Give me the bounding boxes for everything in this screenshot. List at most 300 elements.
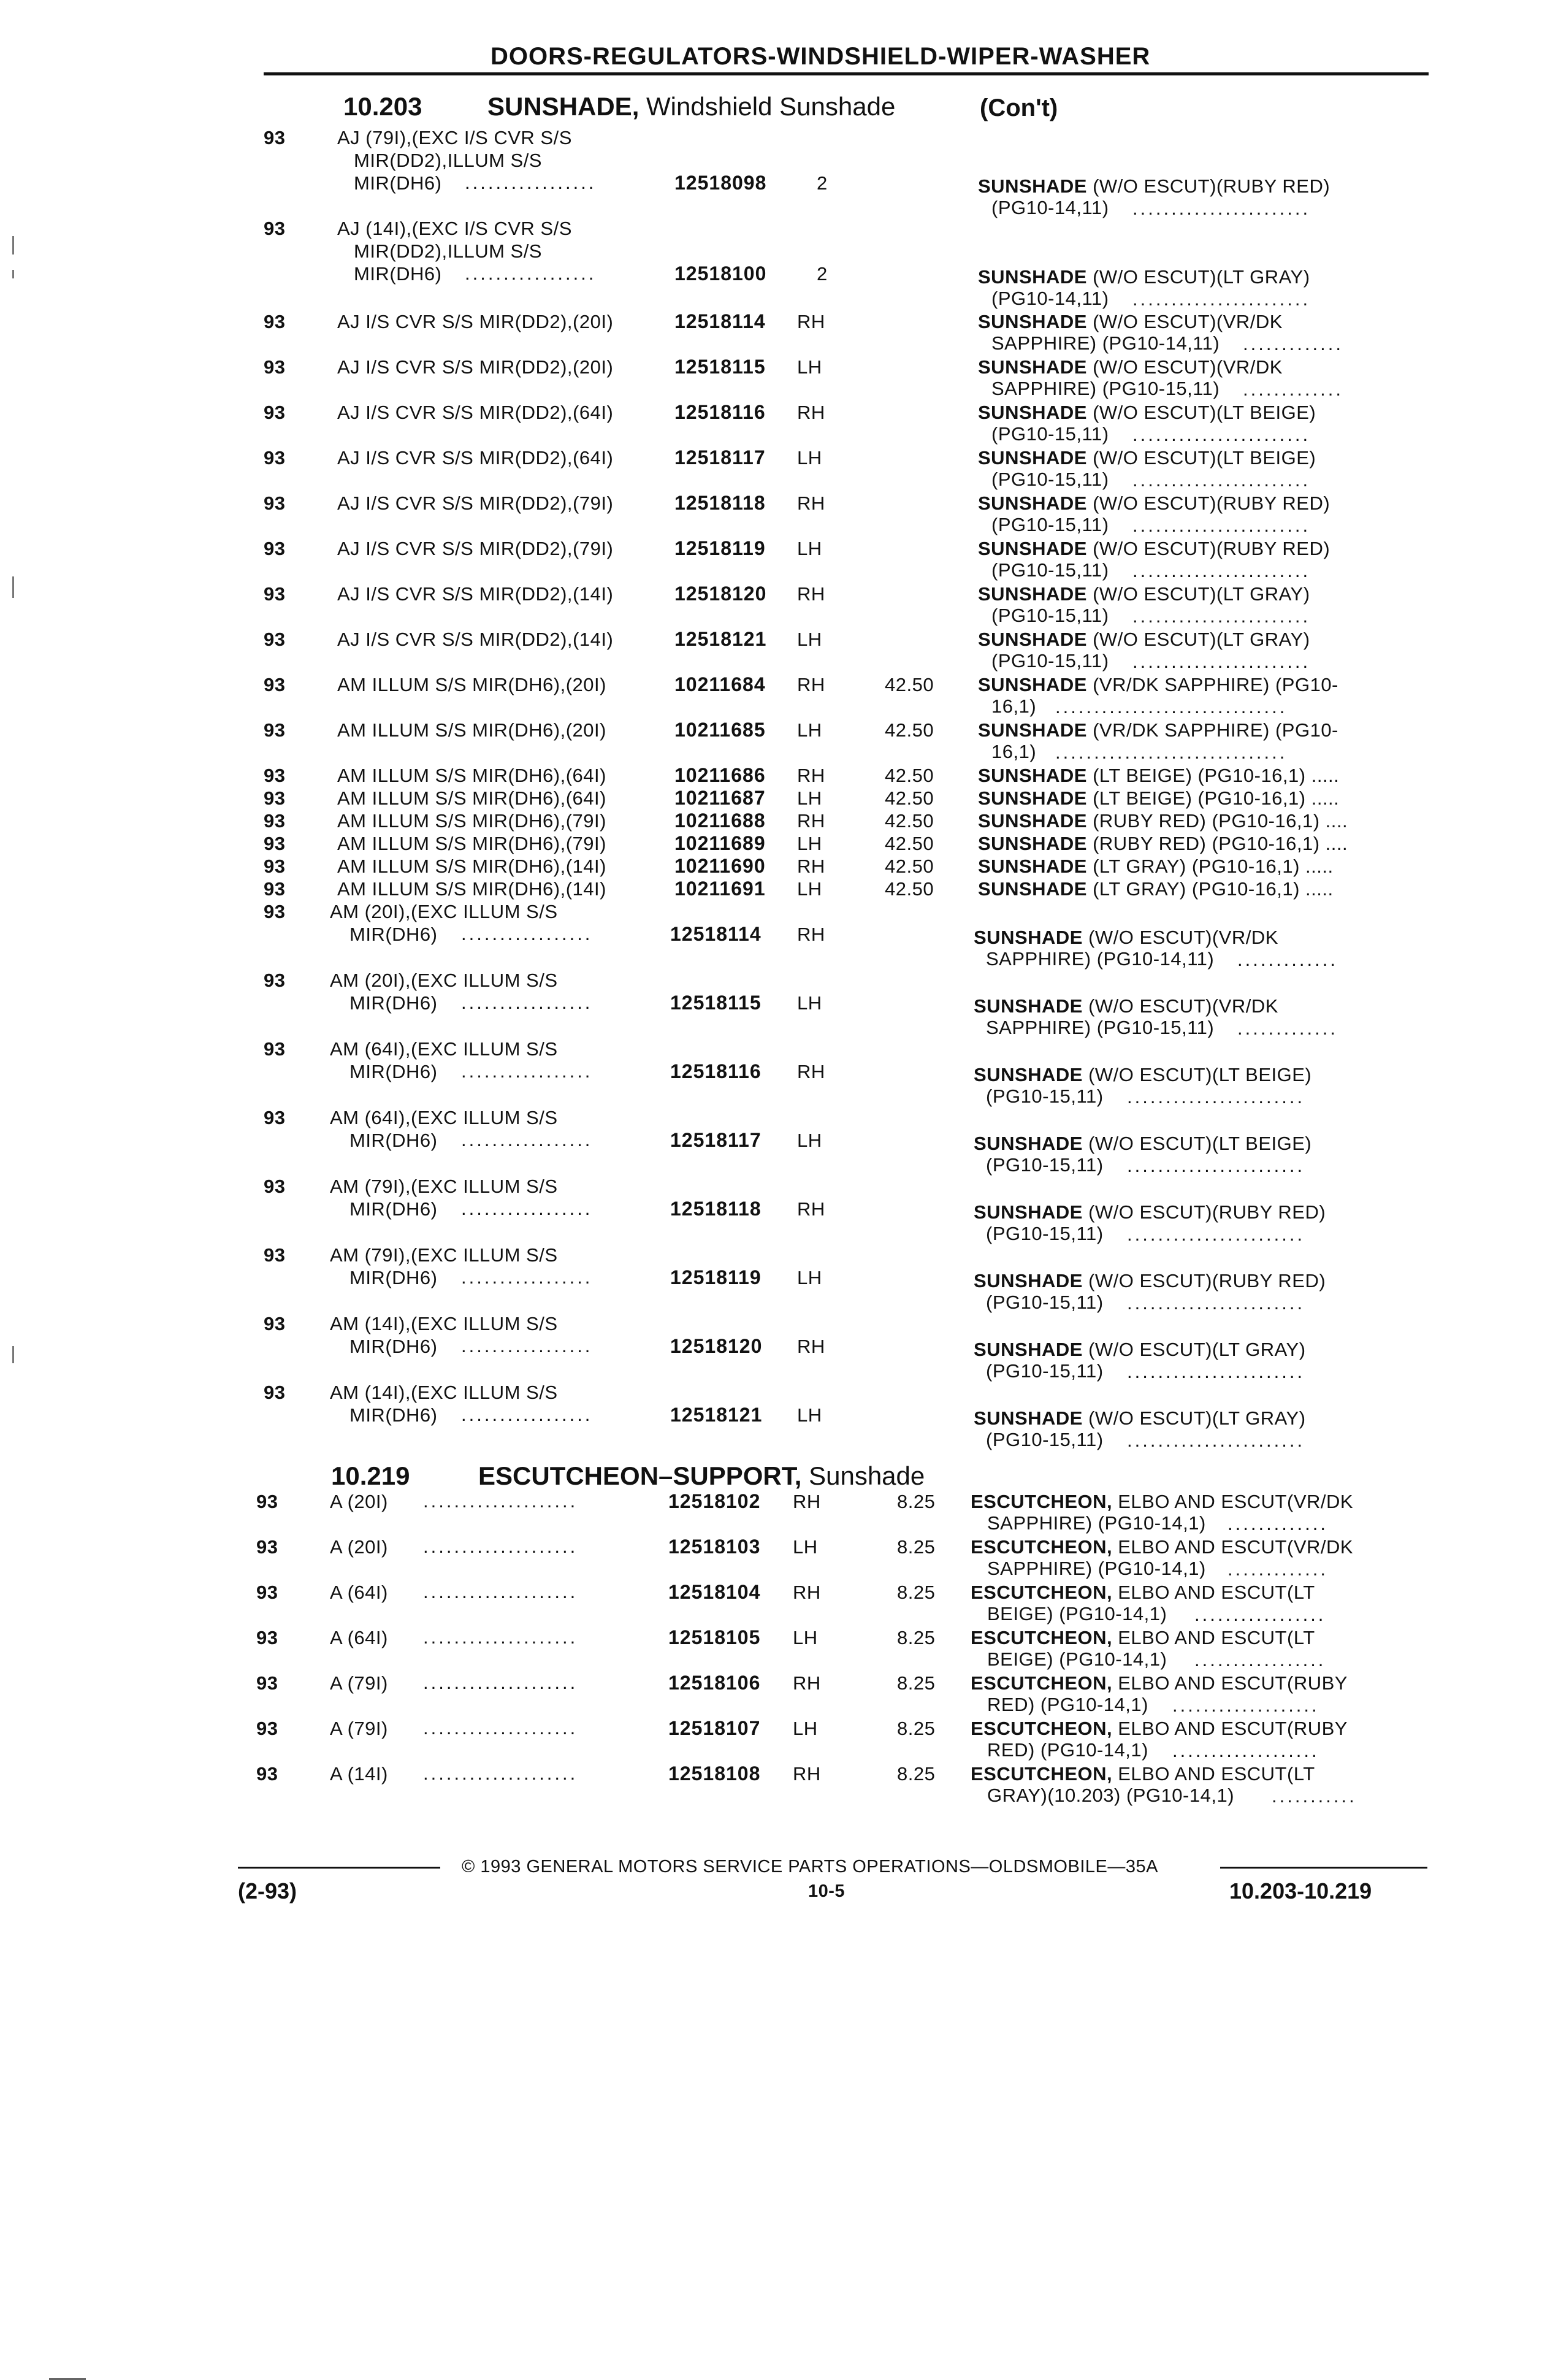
part-name-detail: (W/O ESCUT)(VR/DK — [1082, 995, 1278, 1017]
applicability-text: AM ILLUM S/S MIR(DH6),(14I) — [337, 878, 606, 900]
part-name-detail: (W/O ESCUT)(RUBY RED) — [1086, 175, 1330, 197]
quantity-side: RH — [793, 1491, 821, 1512]
part-reference: SAPPHIRE) (PG10-14,1) — [987, 1512, 1206, 1534]
part-number: 12518121 — [670, 1404, 763, 1426]
part-name — [971, 1672, 1348, 1694]
year-code: 93 — [264, 127, 286, 148]
year-code: 93 — [264, 674, 286, 695]
part-name-detail: (W/O ESCUT)(VR/DK — [1086, 356, 1283, 378]
leader-dots: .............................. — [1055, 696, 1288, 717]
part-name — [978, 446, 1316, 469]
part-name-detail: (W/O ESCUT)(LT GRAY) — [1086, 266, 1310, 288]
part-name — [978, 583, 1310, 605]
leader-dots: ....................... — [1127, 1361, 1305, 1382]
part-name — [978, 175, 1330, 197]
part-reference: SAPPHIRE) (PG10-14,11) — [991, 332, 1220, 354]
part-name — [978, 537, 1330, 560]
part-name-detail: (W/O ESCUT)(LT GRAY) — [1082, 1339, 1306, 1360]
year-code: 93 — [264, 538, 286, 559]
year-code: 93 — [264, 1176, 286, 1197]
part-reference: (PG10-14,11) — [991, 197, 1109, 218]
applicability-text: AM (64I),(EXC ILLUM S/S — [330, 1107, 558, 1128]
part-number: 10211684 — [674, 673, 766, 695]
part-number: 12518117 — [674, 446, 766, 469]
year-code: 93 — [264, 787, 286, 809]
applicability-text: A (79I) — [330, 1672, 388, 1694]
leader-dots: .................... — [423, 1536, 578, 1557]
part-name — [978, 356, 1283, 378]
part-number: 12518115 — [670, 992, 762, 1014]
year-code: 93 — [264, 218, 286, 239]
part-number: 10211688 — [674, 809, 766, 832]
list-price: 8.25 — [897, 1582, 936, 1603]
part-reference: (PG10-15,11) — [986, 1223, 1104, 1244]
part-name — [978, 492, 1330, 515]
part-number: 12518102 — [668, 1490, 761, 1512]
part-name — [974, 1063, 1311, 1086]
part-name — [978, 878, 1334, 900]
section-number: 10.203 — [343, 92, 422, 121]
applicability-text: AJ (14I),(EXC I/S CVR S/S — [337, 218, 572, 239]
part-number: 10211685 — [674, 719, 766, 741]
part-name-bold: SUNSHADE — [978, 878, 1087, 900]
quantity-side: RH — [797, 311, 825, 332]
leader-dots: ................. — [461, 992, 593, 1013]
part-name-bold: SUNSHADE — [974, 927, 1083, 948]
part-name — [978, 310, 1283, 333]
leader-dots: .................... — [423, 1717, 578, 1739]
leader-dots: ............. — [1227, 1513, 1328, 1534]
part-name-detail: (W/O ESCUT)(LT BEIGE) — [1086, 402, 1316, 423]
quantity-side: RH — [797, 765, 825, 786]
applicability-text: A (20I) — [330, 1491, 388, 1512]
part-name-detail: ELBO AND ESCUT(VR/DK — [1112, 1536, 1354, 1558]
leader-dots: ................... — [1172, 1694, 1319, 1716]
part-number: 10211691 — [674, 878, 766, 900]
year-code: 93 — [256, 1672, 278, 1694]
applicability-text: AJ I/S CVR S/S MIR(DD2),(79I) — [337, 492, 614, 514]
leader-dots: ....................... — [1132, 197, 1311, 219]
leader-dots: ................. — [461, 923, 593, 944]
part-number: 12518116 — [674, 401, 766, 423]
year-code: 93 — [264, 1038, 286, 1060]
applicability-text: AM ILLUM S/S MIR(DH6),(20I) — [337, 674, 606, 695]
leader-dots: ................... — [1172, 1740, 1319, 1761]
year-code: 93 — [264, 878, 286, 900]
part-name-detail: ELBO AND ESCUT(RUBY — [1112, 1672, 1348, 1694]
part-name — [978, 764, 1339, 787]
year-code: 93 — [264, 765, 286, 786]
part-reference: (PG10-14,11) — [991, 288, 1109, 309]
part-reference: (PG10-15,11) — [991, 650, 1109, 672]
part-name-bold: SUNSHADE — [978, 311, 1087, 332]
quantity-side: RH — [797, 924, 825, 945]
header-rule — [264, 72, 1429, 75]
year-code: 93 — [264, 356, 286, 378]
year-code: 93 — [264, 311, 286, 332]
year-code: 93 — [256, 1582, 278, 1603]
part-reference: BEIGE) (PG10-14,1) — [987, 1648, 1167, 1670]
quantity-side: 2 — [817, 263, 828, 285]
applicability-text: MIR(DH6) — [354, 263, 442, 285]
part-name-detail: (VR/DK SAPPHIRE) (PG10- — [1086, 719, 1338, 741]
section-title — [478, 1461, 925, 1491]
leader-dots: ....................... — [1127, 1429, 1305, 1451]
leader-dots: ................. — [465, 262, 597, 284]
part-name-bold: SUNSHADE — [978, 810, 1087, 832]
applicability-text: AM (79I),(EXC ILLUM S/S — [330, 1244, 558, 1266]
section-title-desc: Windshield Sunshade — [639, 92, 896, 121]
year-code: 93 — [264, 901, 286, 922]
part-name-bold: SUNSHADE — [974, 1133, 1083, 1154]
part-name — [978, 832, 1348, 855]
part-reference: RED) (PG10-14,1) — [987, 1739, 1148, 1761]
part-name — [971, 1581, 1315, 1604]
leader-dots: .............................. — [1055, 741, 1288, 763]
applicability-text: MIR(DH6) — [349, 1130, 438, 1151]
list-price: 8.25 — [897, 1627, 936, 1648]
part-name-bold: ESCUTCHEON, — [971, 1718, 1113, 1739]
part-name-bold: SUNSHADE — [978, 356, 1087, 378]
part-number: 12518105 — [668, 1626, 761, 1648]
year-code: 93 — [264, 833, 286, 854]
leader-dots: ............. — [1237, 949, 1338, 970]
part-name — [978, 719, 1338, 741]
leader-dots: ....................... — [1132, 605, 1311, 627]
part-reference: BEIGE) (PG10-14,1) — [987, 1603, 1167, 1624]
leader-dots: ....................... — [1127, 1292, 1305, 1314]
part-name — [974, 926, 1278, 949]
list-price: 42.50 — [885, 810, 934, 832]
applicability-text: MIR(DH6) — [349, 1336, 438, 1357]
year-code: 93 — [256, 1536, 278, 1558]
part-name-detail: (LT GRAY) (PG10-16,1) ..... — [1086, 855, 1334, 877]
applicability-text: MIR(DD2),ILLUM S/S — [354, 150, 542, 171]
part-number: 12518116 — [670, 1060, 762, 1082]
part-reference: 16,1) — [991, 741, 1037, 762]
part-name-detail: (W/O ESCUT)(RUBY RED) — [1086, 538, 1330, 559]
part-name-bold: SUNSHADE — [978, 492, 1087, 514]
applicability-text: A (64I) — [330, 1582, 388, 1603]
part-number: 12518108 — [668, 1762, 761, 1785]
part-number: 12518104 — [668, 1581, 761, 1603]
leader-dots: ................. — [461, 1404, 593, 1425]
quantity-side: RH — [797, 1336, 825, 1357]
applicability-text: MIR(DH6) — [354, 172, 442, 194]
part-name — [978, 787, 1339, 809]
applicability-text: AM ILLUM S/S MIR(DH6),(14I) — [337, 855, 606, 877]
leader-dots: .................... — [423, 1490, 578, 1512]
part-name — [971, 1536, 1353, 1558]
section-title-name: ESCUTCHEON–SUPPORT, — [478, 1461, 802, 1490]
part-number: 12518098 — [674, 172, 767, 194]
applicability-text: AM (79I),(EXC ILLUM S/S — [330, 1176, 558, 1197]
part-name-bold: ESCUTCHEON, — [971, 1582, 1113, 1603]
part-reference: (PG10-15,11) — [991, 605, 1109, 626]
list-price: 42.50 — [885, 674, 934, 695]
part-reference: (PG10-15,11) — [986, 1291, 1104, 1313]
list-price: 8.25 — [897, 1718, 936, 1739]
footer-rule-right — [1220, 1867, 1427, 1869]
section-title-name: SUNSHADE, — [487, 92, 639, 121]
applicability-text: MIR(DH6) — [349, 1404, 438, 1426]
part-name-bold: ESCUTCHEON, — [971, 1763, 1113, 1785]
part-number: 10211689 — [674, 832, 766, 854]
part-number: 12518118 — [670, 1198, 762, 1220]
part-name — [978, 628, 1310, 651]
leader-dots: ........... — [1272, 1785, 1357, 1807]
part-name-bold: SUNSHADE — [978, 629, 1087, 650]
footer-page-number: 10-5 — [808, 1881, 846, 1901]
leader-dots: ....................... — [1127, 1223, 1305, 1245]
applicability-text: MIR(DH6) — [349, 992, 438, 1014]
leader-dots: ....................... — [1132, 560, 1311, 581]
part-number: 12518100 — [674, 262, 767, 285]
part-name-detail: (RUBY RED) (PG10-16,1) .... — [1086, 810, 1348, 832]
part-name-detail: (LT GRAY) (PG10-16,1) ..... — [1086, 878, 1334, 900]
part-number: 12518106 — [668, 1672, 761, 1694]
section-number: 10.219 — [331, 1461, 410, 1490]
list-price: 42.50 — [885, 719, 934, 741]
applicability-text: AJ I/S CVR S/S MIR(DD2),(79I) — [337, 538, 614, 559]
applicability-text: AJ I/S CVR S/S MIR(DD2),(14I) — [337, 583, 614, 605]
applicability-text: A (14I) — [330, 1763, 388, 1785]
part-name-bold: SUNSHADE — [978, 447, 1087, 469]
leader-dots: .................... — [423, 1581, 578, 1602]
part-name — [974, 1338, 1306, 1361]
year-code: 93 — [264, 402, 286, 423]
part-name — [978, 809, 1348, 832]
quantity-side: LH — [797, 1267, 822, 1288]
leader-dots: ................. — [1194, 1604, 1326, 1625]
applicability-text: AJ I/S CVR S/S MIR(DD2),(20I) — [337, 356, 614, 378]
quantity-side: LH — [793, 1536, 818, 1558]
part-name-detail: (RUBY RED) (PG10-16,1) .... — [1086, 833, 1348, 854]
year-code: 93 — [256, 1627, 278, 1648]
applicability-text: AM (64I),(EXC ILLUM S/S — [330, 1038, 558, 1060]
leader-dots: ....................... — [1127, 1086, 1305, 1108]
leader-dots: ....................... — [1132, 288, 1311, 310]
part-reference: SAPPHIRE) (PG10-14,11) — [986, 948, 1215, 970]
part-number: 12518120 — [674, 583, 767, 605]
year-code: 93 — [264, 719, 286, 741]
leader-dots: .................... — [423, 1626, 578, 1648]
part-name-bold: ESCUTCHEON, — [971, 1536, 1113, 1558]
year-code: 93 — [264, 492, 286, 514]
part-name-detail: (W/O ESCUT)(LT BEIGE) — [1086, 447, 1316, 469]
part-number: 12518121 — [674, 628, 767, 650]
list-price: 8.25 — [897, 1536, 936, 1558]
part-name-detail: (W/O ESCUT)(LT GRAY) — [1086, 583, 1310, 605]
applicability-text: AM ILLUM S/S MIR(DH6),(79I) — [337, 833, 606, 854]
part-name-bold: ESCUTCHEON, — [971, 1672, 1113, 1694]
applicability-text: AM ILLUM S/S MIR(DH6),(20I) — [337, 719, 606, 741]
year-code: 93 — [256, 1718, 278, 1739]
applicability-text: AM ILLUM S/S MIR(DH6),(64I) — [337, 765, 606, 786]
footer-section-range: 10.203-10.219 — [1229, 1878, 1372, 1904]
applicability-text: AJ I/S CVR S/S MIR(DD2),(64I) — [337, 402, 614, 423]
part-name — [971, 1626, 1315, 1649]
applicability-text: AJ (79I),(EXC I/S CVR S/S — [337, 127, 572, 148]
part-name — [978, 673, 1338, 696]
part-name-bold: SUNSHADE — [978, 833, 1087, 854]
year-code: 93 — [264, 1244, 286, 1266]
list-price: 8.25 — [897, 1491, 936, 1512]
year-code: 93 — [264, 1107, 286, 1128]
leader-dots: .................... — [423, 1672, 578, 1693]
list-price: 42.50 — [885, 833, 934, 854]
quantity-side: LH — [797, 356, 822, 378]
applicability-text: AM ILLUM S/S MIR(DH6),(64I) — [337, 787, 606, 809]
applicability-text: MIR(DH6) — [349, 1267, 438, 1288]
scan-mark — [12, 270, 14, 278]
part-name-bold: ESCUTCHEON, — [971, 1491, 1113, 1512]
quantity-side: LH — [793, 1718, 818, 1739]
part-number: 12518118 — [674, 492, 766, 514]
quantity-side: LH — [797, 538, 822, 559]
quantity-side: RH — [797, 855, 825, 877]
part-reference: (PG10-15,11) — [986, 1085, 1104, 1107]
part-name-bold: SUNSHADE — [978, 855, 1087, 877]
list-price: 42.50 — [885, 878, 934, 900]
part-number: 12518114 — [670, 923, 762, 945]
leader-dots: ............. — [1227, 1558, 1328, 1580]
list-price: 42.50 — [885, 787, 934, 809]
quantity-side: LH — [793, 1627, 818, 1648]
part-name-detail: (W/O ESCUT)(LT BEIGE) — [1082, 1133, 1312, 1154]
part-number: 10211686 — [674, 764, 766, 786]
applicability-text: AJ I/S CVR S/S MIR(DD2),(14I) — [337, 629, 614, 650]
leader-dots: ................. — [461, 1266, 593, 1288]
part-name — [974, 995, 1278, 1017]
part-name-detail: (W/O ESCUT)(RUBY RED) — [1082, 1201, 1326, 1223]
leader-dots: ....................... — [1132, 424, 1311, 445]
part-name-bold: SUNSHADE — [978, 674, 1087, 695]
part-name — [971, 1490, 1353, 1513]
applicability-text: A (79I) — [330, 1718, 388, 1739]
quantity-side: LH — [797, 447, 822, 469]
part-name — [978, 401, 1316, 424]
part-name-detail: ELBO AND ESCUT(LT — [1112, 1627, 1315, 1648]
page-header-title: DOORS-REGULATORS-WINDSHIELD-WIPER-WASHER — [491, 43, 1151, 70]
quantity-side: LH — [797, 992, 822, 1014]
part-reference: (PG10-15,11) — [991, 423, 1109, 445]
quantity-side: LH — [797, 833, 822, 854]
part-number: 12518117 — [670, 1129, 762, 1151]
quantity-side: RH — [797, 402, 825, 423]
section-title — [487, 92, 895, 121]
applicability-text: MIR(DH6) — [349, 1061, 438, 1082]
quantity-side: LH — [797, 878, 822, 900]
leader-dots: ............. — [1243, 378, 1343, 400]
list-price: 42.50 — [885, 765, 934, 786]
quantity-side: LH — [797, 1130, 822, 1151]
part-name-bold: SUNSHADE — [974, 1339, 1083, 1360]
year-code: 93 — [264, 970, 286, 991]
part-name — [971, 1762, 1315, 1785]
quantity-side: LH — [797, 719, 822, 741]
quantity-side: RH — [793, 1672, 821, 1694]
quantity-side: LH — [797, 629, 822, 650]
part-number: 12518120 — [670, 1335, 763, 1357]
part-reference: SAPPHIRE) (PG10-14,1) — [987, 1558, 1206, 1579]
applicability-text: AM (14I),(EXC ILLUM S/S — [330, 1382, 558, 1403]
applicability-text: AJ I/S CVR S/S MIR(DD2),(20I) — [337, 311, 614, 332]
part-name-detail: ELBO AND ESCUT(LT — [1112, 1582, 1315, 1603]
applicability-text: MIR(DH6) — [349, 924, 438, 945]
part-name — [971, 1717, 1348, 1740]
part-reference: (PG10-15,11) — [991, 559, 1109, 581]
part-name-bold: SUNSHADE — [978, 266, 1087, 288]
part-name-bold: SUNSHADE — [978, 175, 1087, 197]
part-name-bold: SUNSHADE — [978, 402, 1087, 423]
scan-mark — [12, 1346, 14, 1363]
quantity-side: RH — [797, 674, 825, 695]
part-name-detail: ELBO AND ESCUT(VR/DK — [1112, 1491, 1354, 1512]
part-name-detail: (W/O ESCUT)(VR/DK — [1082, 927, 1278, 948]
applicability-text: AM (14I),(EXC ILLUM S/S — [330, 1313, 558, 1334]
leader-dots: ................. — [461, 1335, 593, 1356]
leader-dots: ....................... — [1132, 515, 1311, 536]
part-name-detail: (W/O ESCUT)(RUBY RED) — [1082, 1270, 1326, 1291]
year-code: 93 — [264, 1382, 286, 1403]
part-name — [974, 1132, 1311, 1155]
part-number: 12518119 — [674, 537, 766, 559]
part-name-detail: (W/O ESCUT)(LT GRAY) — [1086, 629, 1310, 650]
part-name — [974, 1269, 1326, 1292]
part-reference: (PG10-15,11) — [991, 469, 1109, 490]
part-reference: SAPPHIRE) (PG10-15,11) — [986, 1017, 1215, 1038]
applicability-text: AM ILLUM S/S MIR(DH6),(79I) — [337, 810, 606, 832]
quantity-side: RH — [797, 1061, 825, 1082]
footer-copyright: © 1993 GENERAL MOTORS SERVICE PARTS OPERATIONS—OLDSMOBILE—35A — [462, 1857, 1158, 1877]
year-code: 93 — [256, 1763, 278, 1785]
quantity-side: RH — [793, 1582, 821, 1603]
part-reference: GRAY)(10.203) (PG10-14,1) — [987, 1785, 1235, 1806]
part-name — [978, 266, 1310, 288]
applicability-text: A (20I) — [330, 1536, 388, 1558]
part-number: 12518103 — [668, 1536, 761, 1558]
part-name-detail: (W/O ESCUT)(RUBY RED) — [1086, 492, 1330, 514]
part-name — [978, 855, 1334, 878]
year-code: 93 — [264, 855, 286, 877]
part-name-bold: SUNSHADE — [978, 765, 1087, 786]
year-code: 93 — [264, 447, 286, 469]
quantity-side: 2 — [817, 172, 828, 194]
year-code: 93 — [264, 583, 286, 605]
part-name-bold: SUNSHADE — [974, 1201, 1083, 1223]
leader-dots: ................. — [461, 1060, 593, 1082]
continued-label: (Con't) — [980, 94, 1058, 121]
part-reference: 16,1) — [991, 695, 1037, 717]
leader-dots: ................. — [1194, 1649, 1326, 1670]
year-code: 93 — [264, 1313, 286, 1334]
year-code: 93 — [264, 629, 286, 650]
list-price: 42.50 — [885, 855, 934, 877]
part-number: 12518115 — [674, 356, 766, 378]
part-name-bold: SUNSHADE — [974, 1270, 1083, 1291]
applicability-text: AJ I/S CVR S/S MIR(DD2),(64I) — [337, 447, 614, 469]
quantity-side: RH — [797, 1198, 825, 1220]
quantity-side: LH — [797, 787, 822, 809]
quantity-side: LH — [797, 1404, 822, 1426]
leader-dots: ................. — [465, 172, 597, 193]
part-name-detail: (VR/DK SAPPHIRE) (PG10- — [1086, 674, 1338, 695]
part-name-bold: SUNSHADE — [978, 719, 1087, 741]
part-number: 12518107 — [668, 1717, 761, 1739]
part-number: 10211687 — [674, 787, 766, 809]
applicability-text: AM (20I),(EXC ILLUM S/S — [330, 970, 558, 991]
